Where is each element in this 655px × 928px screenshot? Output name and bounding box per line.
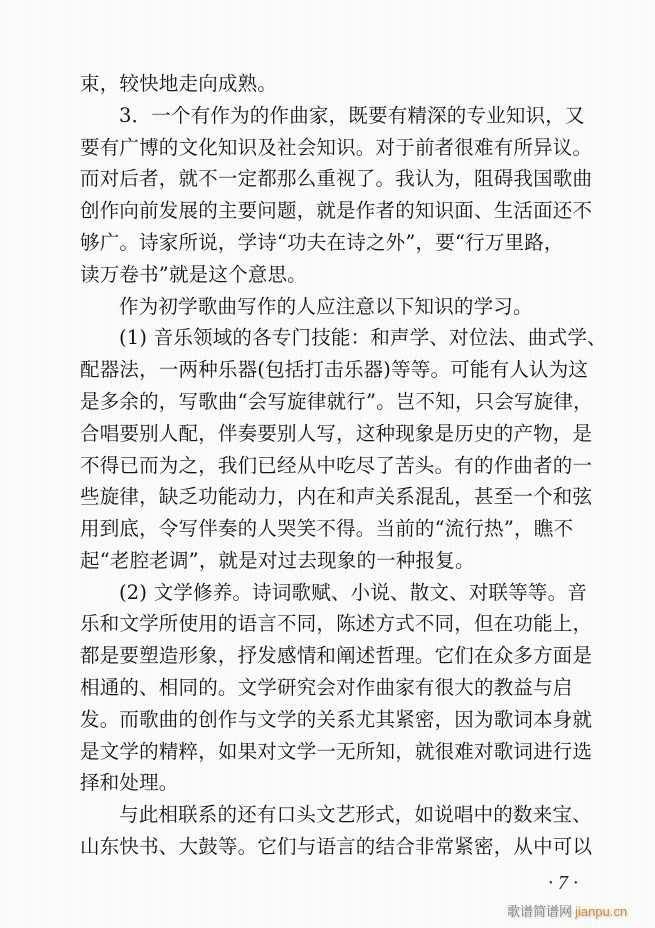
text-line: 读万卷书”就是这个意思。 xyxy=(80,263,307,286)
text-line: 乐和文学所使用的语言不同，陈述方式不同，但在功能上， xyxy=(80,612,593,635)
text-line: 都是要塑造形象，抒发感情和阐述哲理。它们在众多方面是 xyxy=(80,644,593,667)
text-line: 相通的、相同的。文学研究会对作曲家有很大的教益与启 xyxy=(80,676,573,699)
text-line: 不得已而为之，我们已经从中吃尽了苦头。有的作曲者的一 xyxy=(80,454,593,477)
site-watermark xyxy=(507,901,627,920)
text-line: 而对后者，就不一定都那么重视了。我认为，阻碍我国歌曲 xyxy=(80,167,593,190)
paragraph-first-line: (2) 文学修养。诗词歌赋、小说、散文、对联等等。音 xyxy=(119,581,588,604)
text-line: 是文学的精粹，如果对文学一无所知，就很难对歌词进行选 xyxy=(80,740,593,763)
text-line: 择和处理。 xyxy=(80,771,179,794)
watermark-site-name: 歌谱简谱网 xyxy=(507,905,573,920)
text-line: 够广。诗家所说，学诗“功夫在诗之外”，要“行万里路， xyxy=(80,231,564,254)
text-line: 山东快书、大鼓等。它们与语言的结合非常紧密，从中可以 xyxy=(80,835,593,858)
paragraph-first-line: (1) 音乐领域的各专门技能：和声学、对位法、曲式学、 xyxy=(119,326,607,349)
watermark-url: jianpu.cn xyxy=(575,904,628,919)
text-line: 些旋律，缺乏功能动力，内在和声关系混乱，甚至一个和弦 xyxy=(80,485,593,508)
text-line: 束，较快地走向成熟。 xyxy=(80,72,278,95)
text-line: 配器法，一两种乐器(包括打击乐器)等等。可能有人认为这 xyxy=(80,358,589,381)
paragraph-first-line: 3．一个有作为的作曲家，既要有精深的专业知识，又 xyxy=(119,104,585,127)
page-number: · 7 · xyxy=(548,872,578,894)
text-line: 创作向前发展的主要问题，就是作者的知识面、生活面还不 xyxy=(80,199,593,222)
text-line: 用到底，令写伴奏的人哭笑不得。当前的“流行热”，瞧不 xyxy=(80,517,574,540)
text-line: 要有广博的文化知识及社会知识。对于前者很难有所异议。 xyxy=(80,136,593,159)
text-line: 是多余的，写歌曲“会写旋律就行”。岂不知，只会写旋律， xyxy=(80,390,593,413)
paragraph-first-line: 作为初学歌曲写作的人应注意以下知识的学习。 xyxy=(119,295,533,318)
text-line: 发。而歌曲的创作与文学的关系尤其紧密，因为歌词本身就 xyxy=(80,708,593,731)
text-line: 起“老腔老调”，就是对过去现象的一种报复。 xyxy=(80,549,475,572)
text-line: 合唱要别人配，伴奏要别人写，这种现象是历史的产物，是 xyxy=(80,422,593,445)
paragraph-first-line: 与此相联系的还有口头文艺形式，如说唱中的数来宝、 xyxy=(119,803,592,826)
